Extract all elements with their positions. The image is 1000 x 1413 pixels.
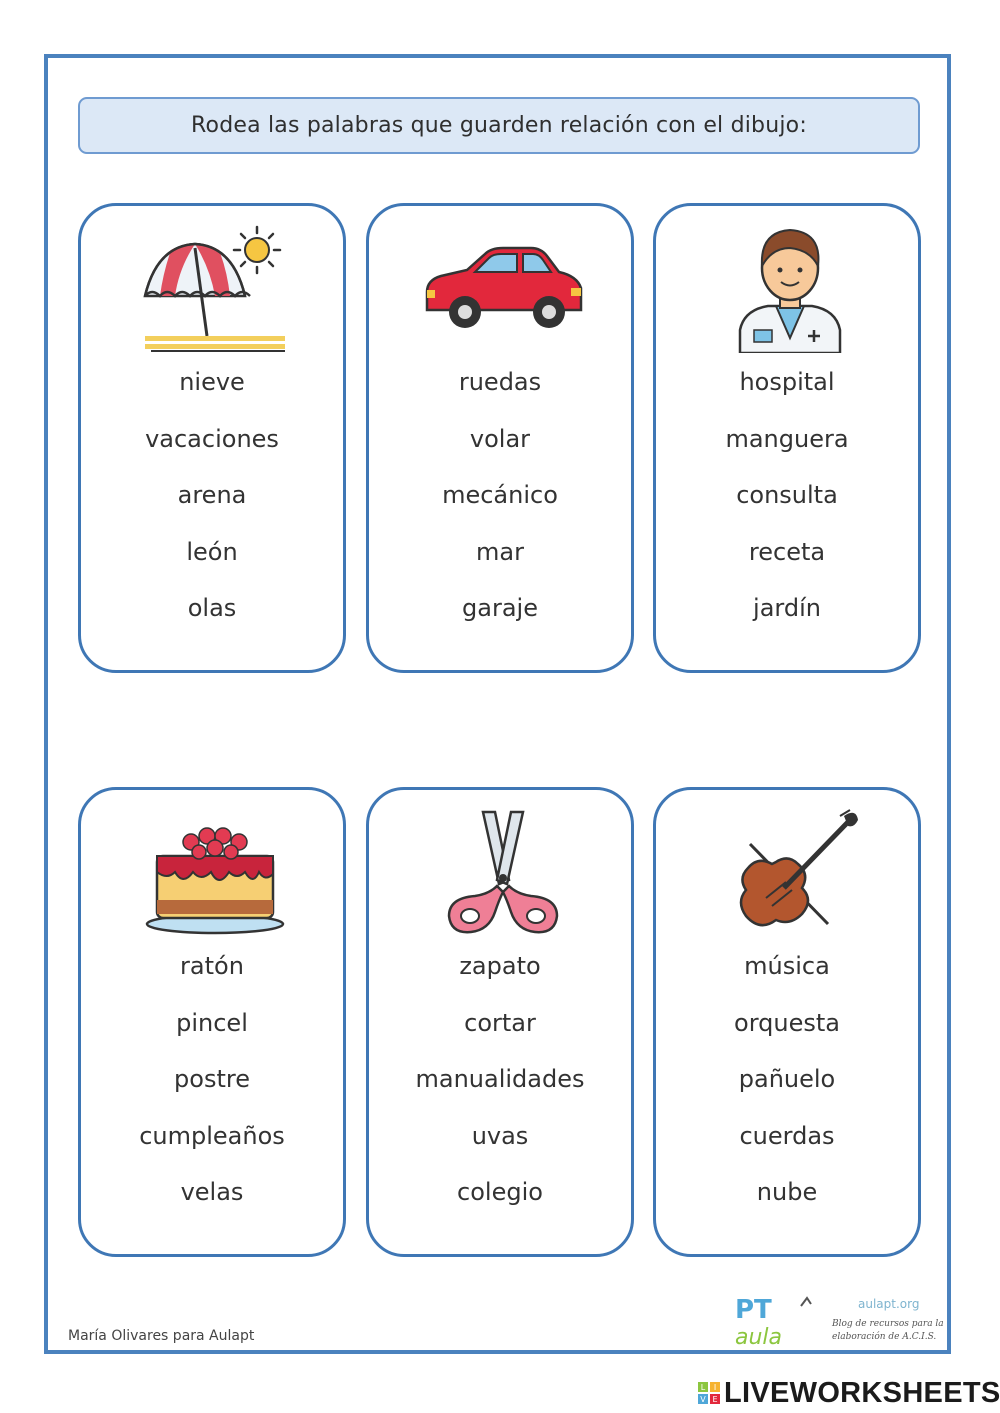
- word[interactable]: mar: [476, 537, 524, 566]
- word[interactable]: ratón: [180, 952, 244, 980]
- word[interactable]: ruedas: [458, 368, 542, 396]
- word[interactable]: colegio: [457, 1178, 543, 1206]
- blog-description: Blog de recursos para la elaboración de A.C.I.S.: [832, 1319, 944, 1342]
- instruction-banner: [78, 97, 920, 154]
- word[interactable]: manguera: [725, 424, 849, 453]
- card-car: [366, 203, 634, 673]
- card-doctor: [653, 203, 921, 673]
- word-list: [369, 950, 631, 1233]
- word-list: [81, 366, 343, 649]
- liveworksheets-badge-icon: [698, 1382, 720, 1404]
- word[interactable]: arena: [177, 481, 247, 509]
- word[interactable]: pañuelo: [738, 1065, 836, 1093]
- instruction-text: Rodea las palabras que guarden relación con el dibujo:: [191, 113, 807, 138]
- scissors-icon: [423, 802, 583, 937]
- logo-bottom-text: aula: [735, 1325, 783, 1350]
- author-credit: María Olivares para Aulapt: [68, 1328, 255, 1344]
- beach-umbrella-icon: [135, 218, 295, 353]
- word[interactable]: hospital: [739, 368, 835, 396]
- word[interactable]: garaje: [462, 594, 538, 622]
- word[interactable]: velas: [180, 1178, 244, 1206]
- word[interactable]: consulta: [736, 481, 838, 509]
- liveworksheets-watermark[interactable]: [698, 1378, 1000, 1408]
- word[interactable]: olas: [187, 594, 237, 622]
- svg-text:I: I: [713, 1383, 717, 1392]
- svg-text:E: E: [712, 1395, 718, 1404]
- card-cake: [78, 787, 346, 1257]
- word[interactable]: mecánico: [442, 481, 558, 509]
- word[interactable]: pincel: [176, 1008, 248, 1037]
- word[interactable]: jardín: [753, 594, 821, 622]
- svg-text:L: L: [700, 1383, 706, 1392]
- word-list: [656, 950, 918, 1233]
- logo-top-text: PT: [735, 1295, 772, 1325]
- svg-text:V: V: [700, 1395, 706, 1404]
- blog-name[interactable]: aulapt.org: [858, 1297, 920, 1311]
- word[interactable]: cuerdas: [739, 1121, 835, 1150]
- doctor-icon: [710, 218, 870, 353]
- word[interactable]: zapato: [459, 952, 541, 980]
- word[interactable]: vacaciones: [145, 424, 279, 453]
- cake-icon: [135, 802, 295, 937]
- word[interactable]: nube: [756, 1178, 818, 1206]
- car-icon: [423, 218, 583, 353]
- card-violin: [653, 787, 921, 1257]
- word[interactable]: manualidades: [415, 1065, 585, 1093]
- card-scissors: [366, 787, 634, 1257]
- word-list: [656, 366, 918, 649]
- word[interactable]: cortar: [464, 1008, 536, 1037]
- word[interactable]: música: [744, 952, 830, 980]
- word[interactable]: postre: [174, 1065, 250, 1093]
- word[interactable]: orquesta: [734, 1008, 840, 1037]
- word[interactable]: nieve: [179, 368, 245, 396]
- word[interactable]: león: [186, 537, 238, 566]
- word[interactable]: uvas: [471, 1121, 529, 1150]
- word-list: [81, 950, 343, 1233]
- watermark-text: LIVEWORKSHEETS: [724, 1376, 1000, 1409]
- word[interactable]: volar: [469, 424, 531, 453]
- card-beach: [78, 203, 346, 673]
- violin-icon: [710, 802, 870, 937]
- word-list: [369, 366, 631, 649]
- word[interactable]: cumpleaños: [139, 1121, 285, 1150]
- word[interactable]: receta: [748, 537, 826, 566]
- pt-aula-logo: [733, 1292, 823, 1350]
